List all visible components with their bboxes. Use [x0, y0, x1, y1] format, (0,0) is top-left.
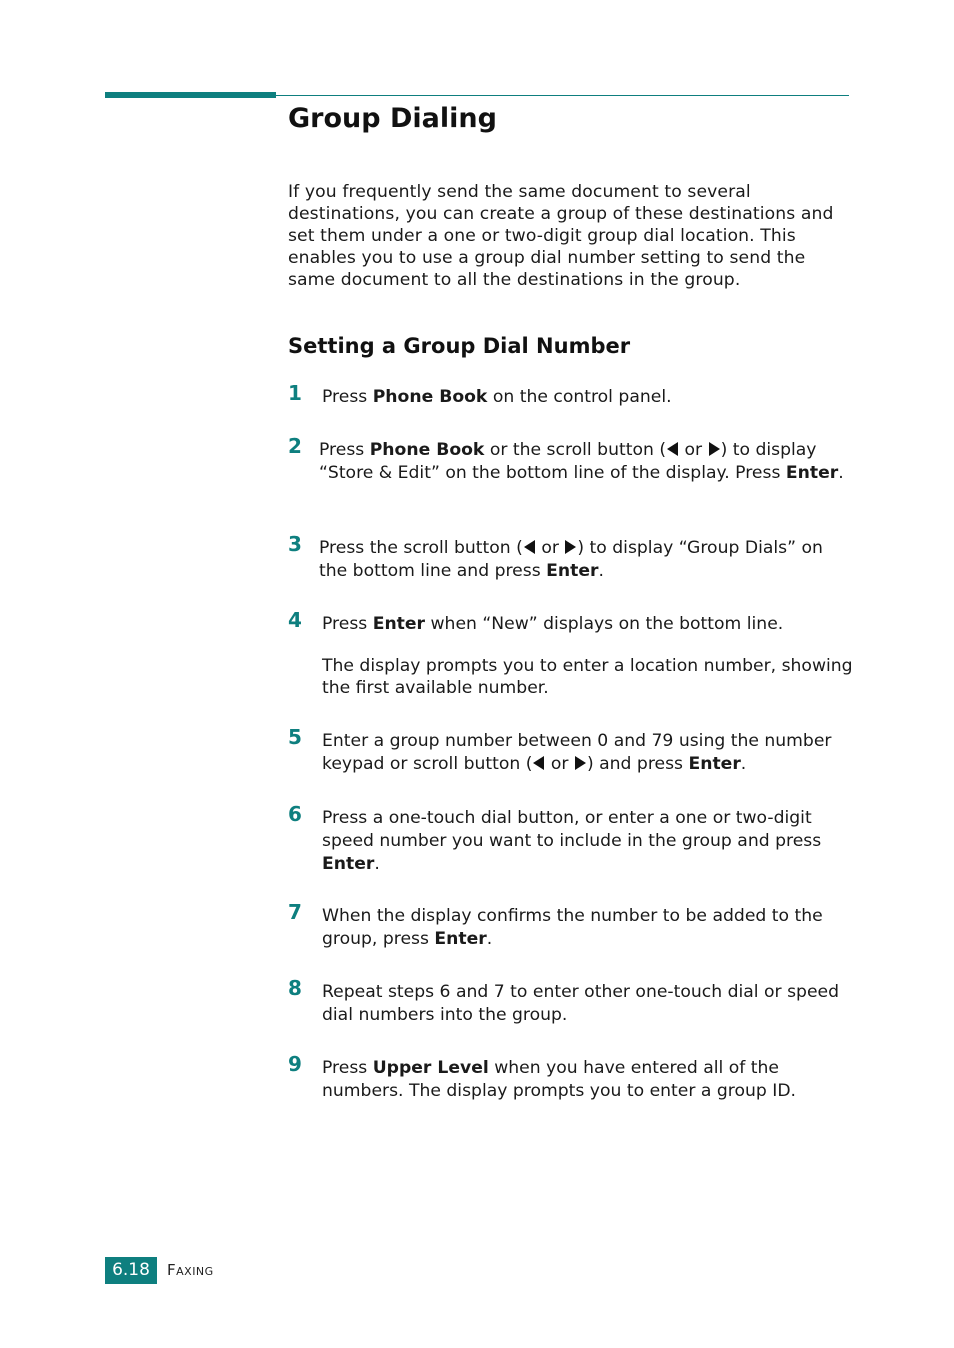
step-number: 9: [288, 1052, 302, 1076]
step-1: [288, 381, 853, 409]
step-7: [288, 900, 853, 951]
header-rule-thick: [105, 92, 276, 98]
step-text: Enter a group number between 0 and 79 using the number keypad or scroll button ( or ) and press Enter.: [322, 731, 832, 774]
scroll-right-icon: [709, 442, 720, 456]
header-rule-thin: [276, 95, 849, 96]
step-number: 7: [288, 900, 302, 924]
step-text: Press the scroll button ( or ) to display “Group Dials” on the bottom line and press Enter.: [319, 538, 823, 581]
step-text: Press Phone Book on the control panel.: [322, 387, 672, 407]
step-number: 8: [288, 976, 302, 1000]
step-text: Press Enter when “New” displays on the bottom line.: [322, 614, 784, 634]
step-6: [288, 802, 853, 876]
intro-paragraph: If you frequently send the same document to several destinations, you can create a group of these destinations and set them under a one or two-digit group dial location. This enables you to use a group dial number setting to send the same document to all the destinations in the group.: [288, 182, 834, 290]
scroll-right-icon: [575, 756, 586, 770]
step-number: 4: [288, 608, 302, 632]
section-heading: Setting a Group Dial Number: [288, 334, 631, 358]
step-text: Press Upper Level when you have entered all of the numbers. The display prompts you to enter a group ID.: [322, 1058, 797, 1101]
step-number: 6: [288, 802, 302, 826]
step-number: 5: [288, 725, 302, 749]
step-number: 1: [288, 381, 302, 405]
page-title: Group Dialing: [288, 103, 497, 134]
step-note: The display prompts you to enter a location number, showing the first available number.: [322, 656, 853, 698]
scroll-left-icon: [533, 756, 544, 770]
step-9: [288, 1052, 853, 1103]
step-number: 3: [288, 532, 302, 556]
scroll-left-icon: [667, 442, 678, 456]
page-number-badge: 6.18: [105, 1257, 157, 1284]
step-text: Repeat steps 6 and 7 to enter other one-touch dial or speed dial numbers into the group.: [322, 982, 840, 1025]
step-3: [288, 532, 853, 583]
step-5: [288, 725, 853, 776]
step-2: [288, 434, 853, 485]
footer-section-label: Faxing: [167, 1261, 214, 1279]
scroll-right-icon: [565, 540, 576, 554]
step-number: 2: [288, 434, 302, 458]
step-8: [288, 976, 853, 1027]
step-text: When the display confirms the number to be added to the group, press Enter.: [322, 906, 823, 949]
step-4: [288, 608, 853, 699]
step-text: Press Phone Book or the scroll button ( or ) to display “Store & Edit” on the bottom line of the display. Press Enter.: [319, 440, 844, 483]
scroll-left-icon: [524, 540, 535, 554]
step-text: Press a one-touch dial button, or enter a one or two-digit speed number you want to include in the group and press Enter.: [322, 808, 822, 874]
